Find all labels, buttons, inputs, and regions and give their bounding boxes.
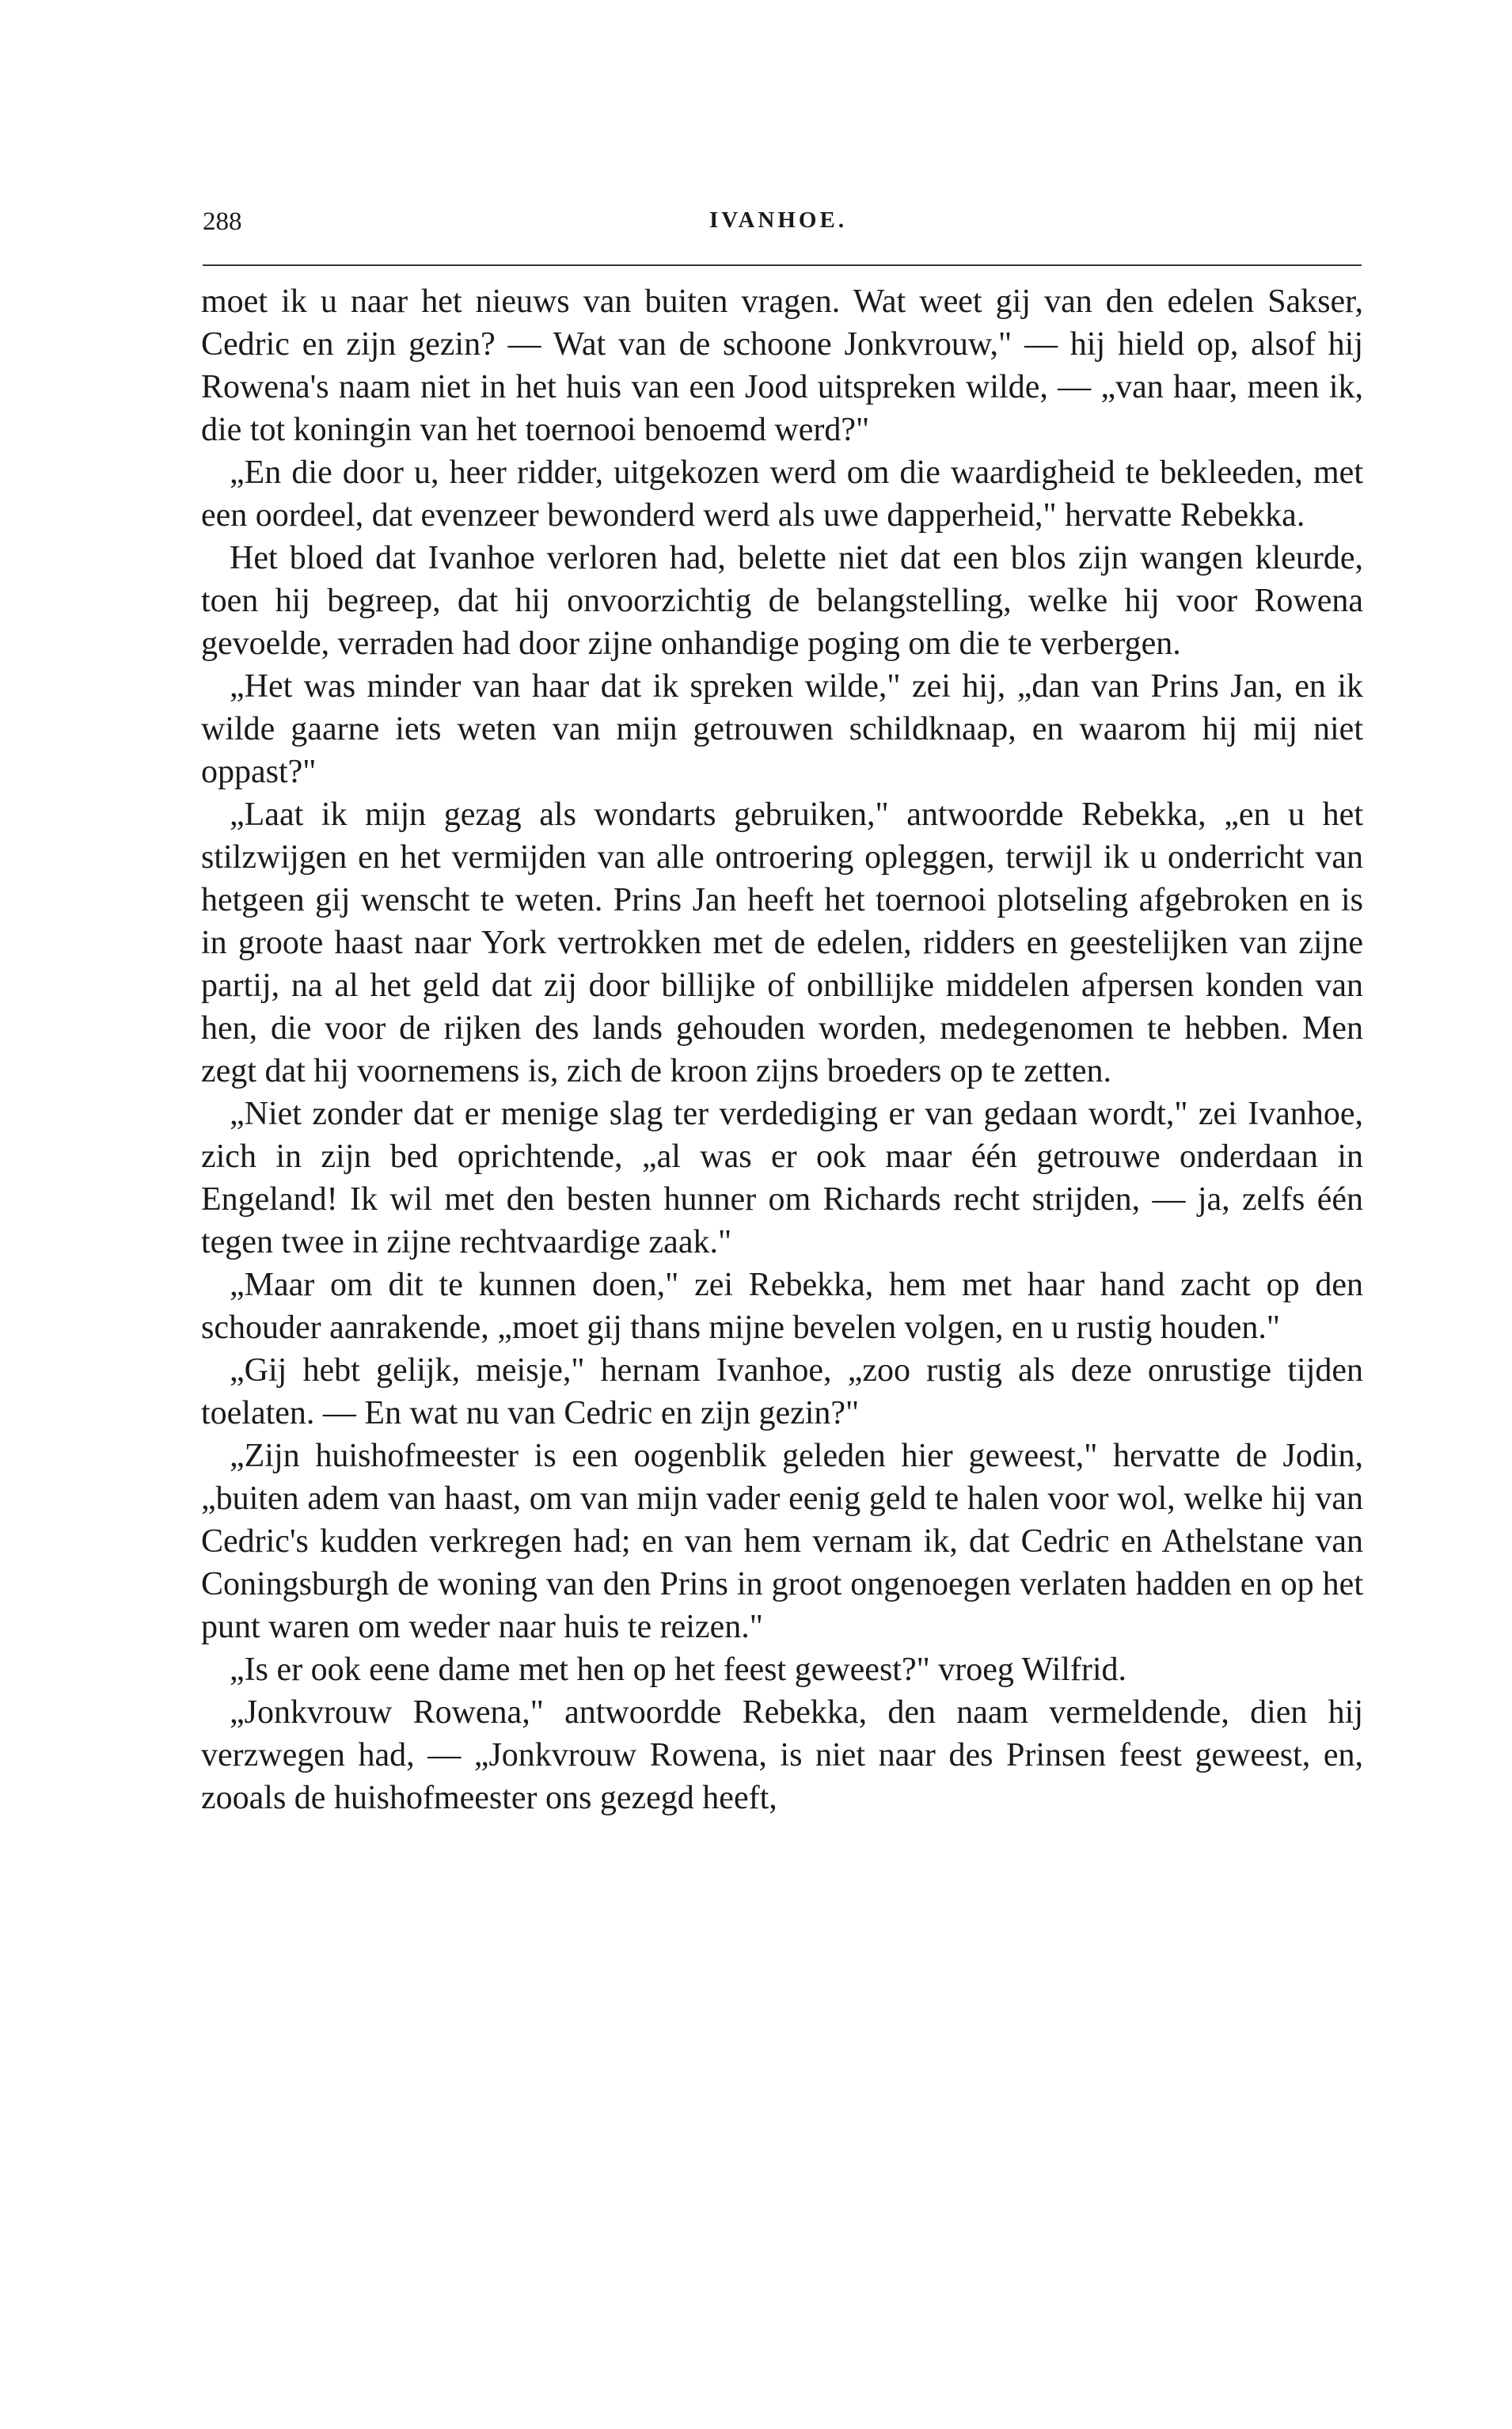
page-number: 288 [203, 207, 242, 236]
page-header [203, 207, 1362, 244]
paragraph: „Jonkvrouw Rowena," antwoordde Rebekka, den naam vermeldende, dien hij verzwegen had, — „Jonkvrouw Rowena, is niet naar des Prinsen feest geweest, en, zooals de huishofmeester ons gezegd heeft, [201, 1694, 1363, 1816]
paragraph: moet ik u naar het nieuws van buiten vragen. Wat weet gij van den edelen Sakser, Cedric en zijn gezin? — Wat van de schoone Jonkvrouw," — hij hield op, alsof hij Rowena's naam niet in het huis van een Jood uitspreken wilde, — „van haar, meen ik, die tot koningin van het toernooi benoemd werd?" [201, 283, 1363, 448]
paragraph: „Maar om dit te kunnen doen," zei Rebekka, hem met haar hand zacht op den schouder aanrakende, „moet gij thans mijne bevelen volgen, en u rustig houden." [201, 1267, 1363, 1346]
paragraph: „Het was minder van haar dat ik spreken wilde," zei hij, „dan van Prins Jan, en ik wilde gaarne iets weten van mijn getrouwen schildknaap, en waarom hij mij niet oppast?" [201, 668, 1363, 790]
header-rule [203, 264, 1362, 266]
paragraph: „En die door u, heer ridder, uitgekozen werd om die waardigheid te bekleeden, met een oordeel, dat evenzeer bewonderd werd als uwe dapperheid," hervatte Rebekka. [201, 454, 1363, 534]
paragraph: Het bloed dat Ivanhoe verloren had, belette niet dat een blos zijn wangen kleurde, toen hij begreep, dat hij onvoorzichtig de belangstelling, welke hij voor Rowena gevoelde, verraden had door zijne onhandige poging om die te verbergen. [201, 540, 1363, 662]
paragraph: „Laat ik mijn gezag als wondarts gebruiken," antwoordde Rebekka, „en u het stilzwijgen en het vermijden van alle ontroering opleggen, terwijl ik u onderricht van hetgeen gij wenscht te weten. Prins Jan heeft het toernooi plotseling afgebroken en is in groote haast naar York vertrokken met de edelen, ridders en geestelijken van zijne partij, na al het geld dat zij door billijke of onbillijke middelen afpersen konden van hen, die voor de rijken des lands gehouden worden, medegenomen te hebben. Men zegt dat hij voornemens is, zich de kroon zijns broeders op te zetten. [201, 796, 1363, 1089]
paragraph: „Niet zonder dat er menige slag ter verdediging er van gedaan wordt," zei Ivanhoe, zich in zijn bed oprichtende, „al was er ook maar één getrouwe onderdaan in Engeland! Ik wil met den besten hunner om Richards recht strijden, — ja, zelfs één tegen twee in zijne rechtvaardige zaak." [201, 1096, 1363, 1260]
paragraph: „Gij hebt gelijk, meisje," hernam Ivanhoe, „zoo rustig als deze onrustige tijden toelaten. — En wat nu van Cedric en zijn gezin?" [201, 1352, 1363, 1431]
body-text [201, 280, 1363, 1819]
paragraph: „Zijn huishofmeester is een oogenblik geleden hier geweest," hervatte de Jodin, „buiten adem van haast, om van mijn vader eenig geld te halen voor wol, welke hij van Cedric's kudden verkregen had; en van hem vernam ik, dat Cedric en Athelstane van Coningsburgh de woning van den Prins in groot ongenoegen verlaten hadden en op het punt waren om weder naar huis te reizen." [201, 1438, 1363, 1645]
paragraph: „Is er ook eene dame met hen op het feest geweest?" vroeg Wilfrid. [230, 1652, 1127, 1688]
running-title: IVANHOE. [709, 207, 848, 233]
